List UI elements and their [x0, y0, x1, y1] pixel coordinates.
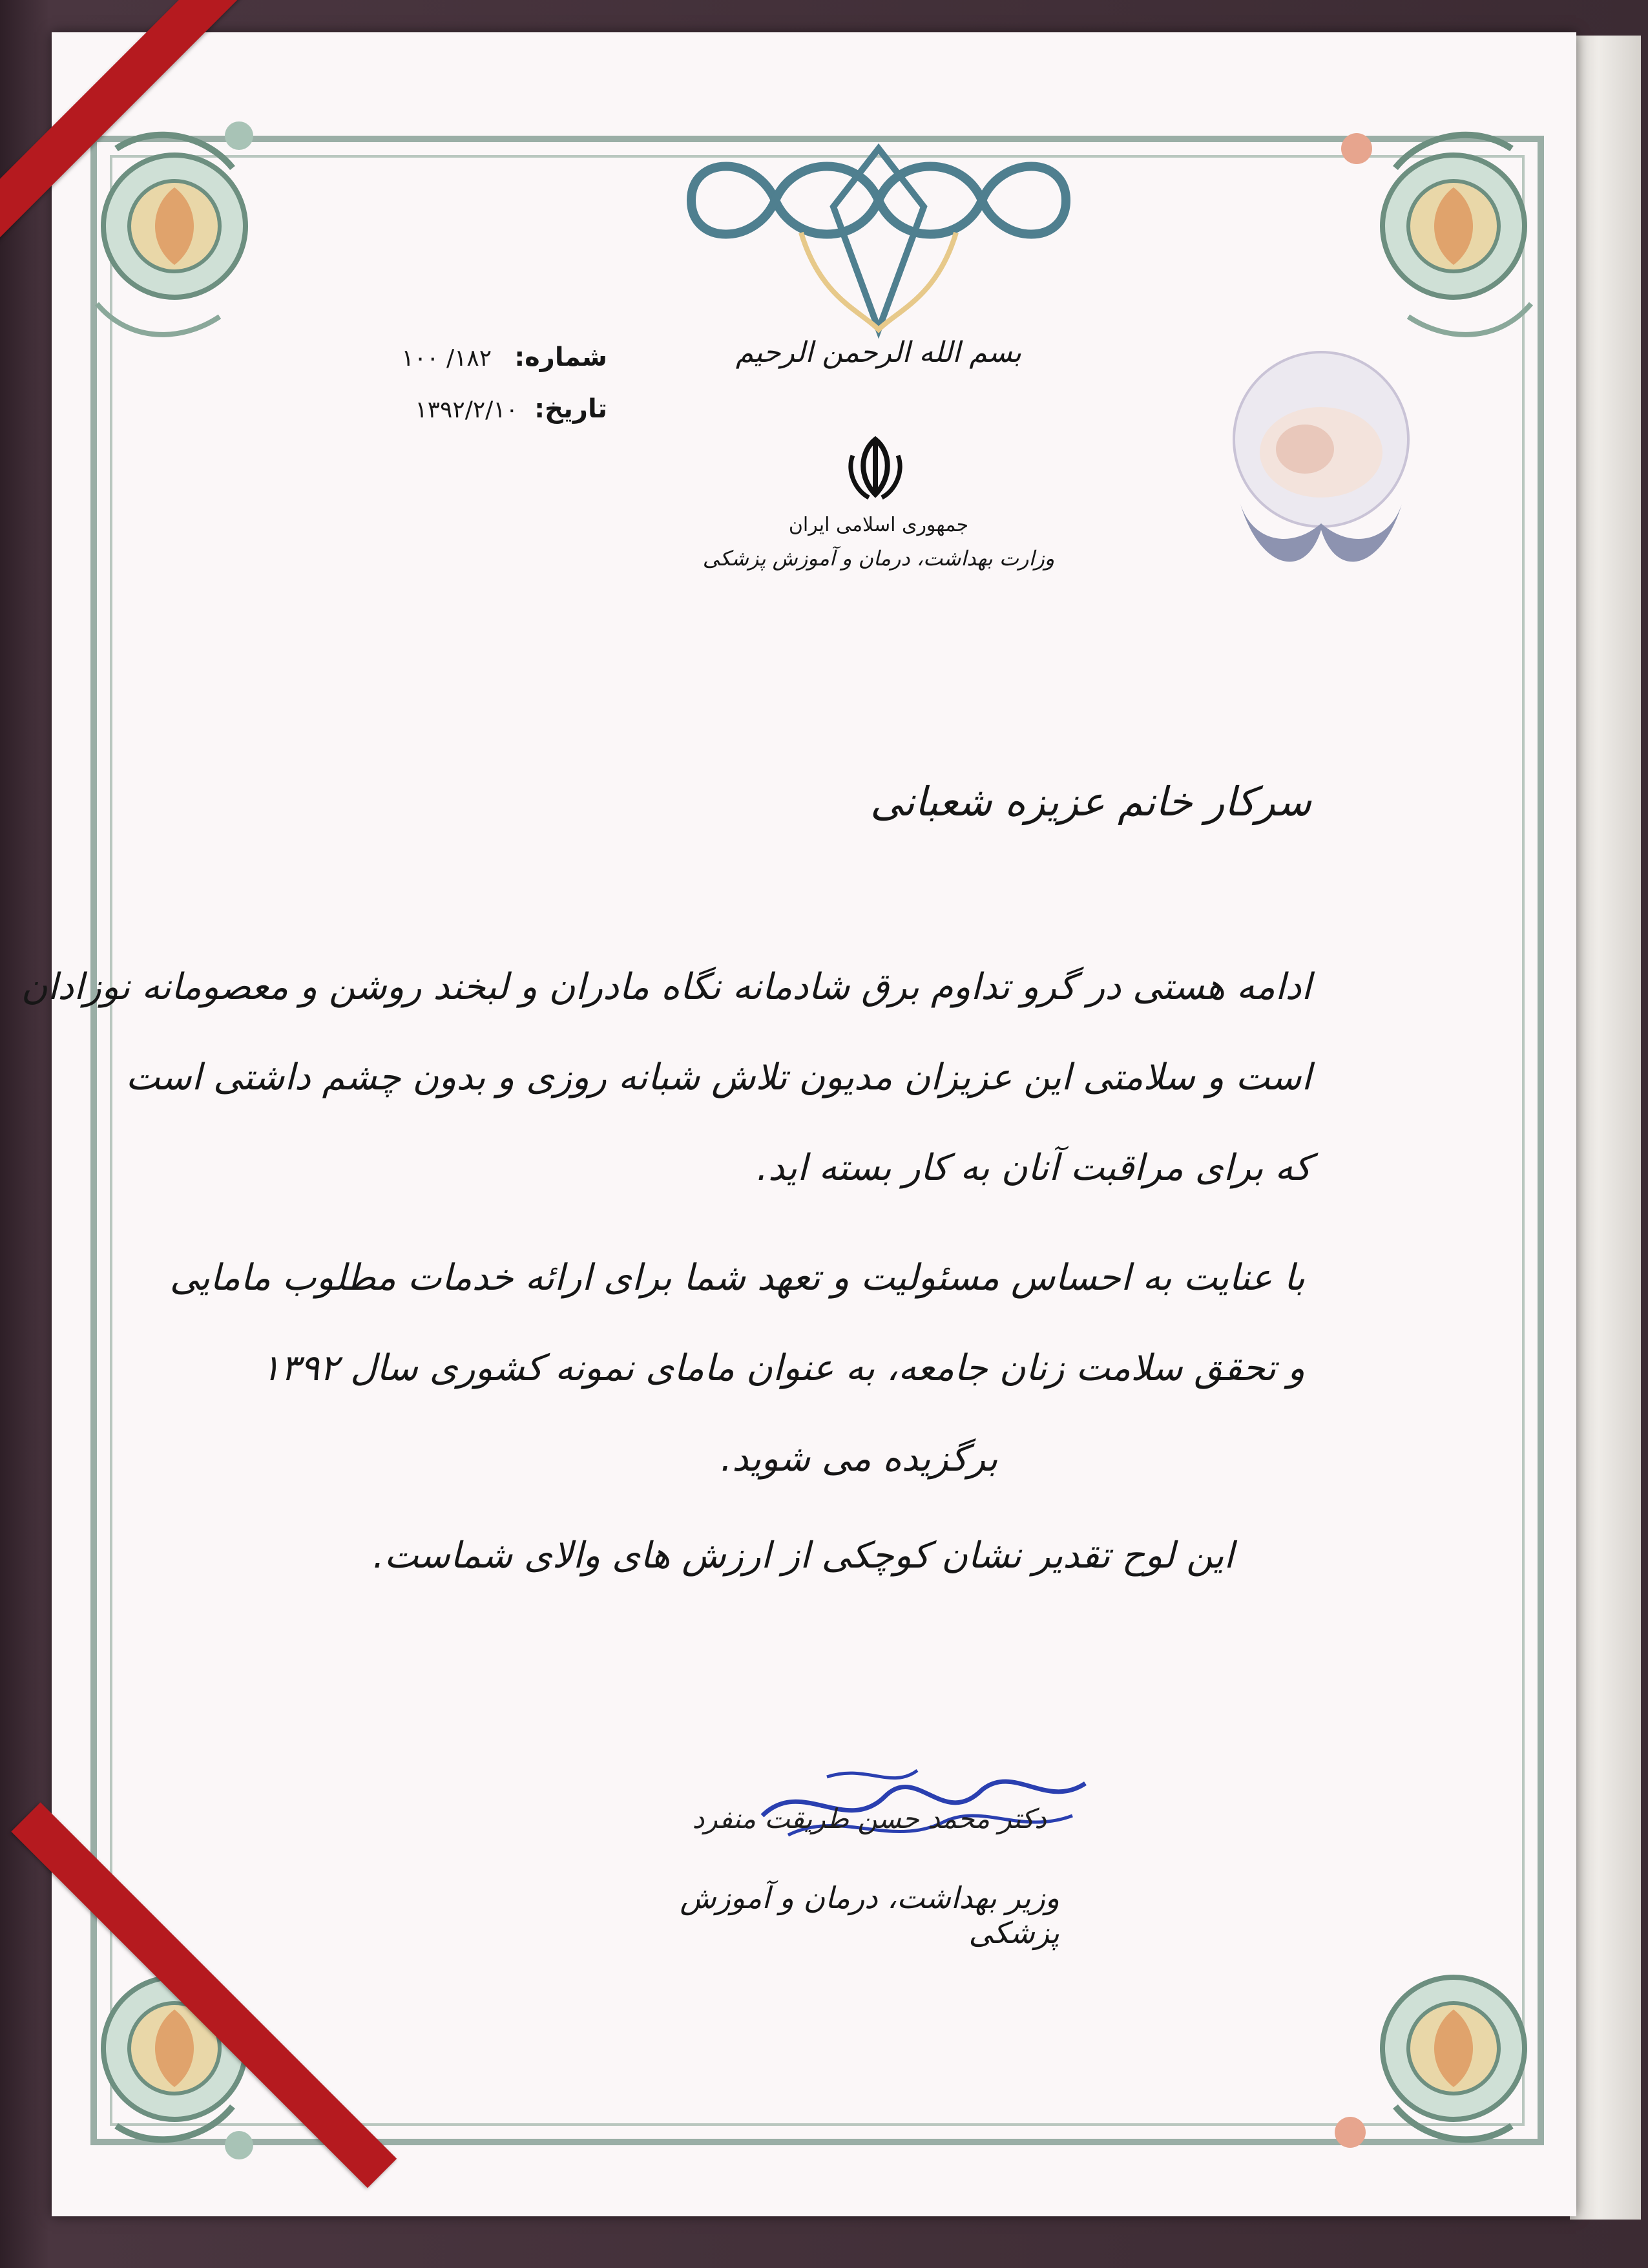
- folder-pad: [1570, 36, 1641, 2220]
- paragraph2-line1: با عنایت به احساس مسئولیت و تعهد شما برای ارائه خدمات مطلوب مامایی: [169, 1257, 1305, 1299]
- closing-line: این لوح تقدیر نشان کوچکی از ارزش های والای شماست.: [373, 1535, 1234, 1577]
- reference-number: [336, 342, 607, 372]
- header-ornament: [652, 129, 1105, 362]
- bismillah: بسم الله الرحمن الرحیم: [735, 336, 1022, 369]
- salutation: سرکار خانم عزیزه شعبانی: [870, 778, 1311, 825]
- paragraph1-line3: که برای مراقبت آنان به کار بسته اید.: [756, 1147, 1311, 1189]
- corner-ornament-bottom-right: [1279, 1906, 1550, 2178]
- date-label: تاریخ:: [534, 394, 607, 424]
- paragraph2-line3: برگزیده می شوید.: [720, 1438, 998, 1480]
- corner-ornament-top-right: [1279, 97, 1550, 368]
- certificate-paper: [21, 32, 1576, 2216]
- signatory-title: وزیر بهداشت، درمان و آموزش پزشکی: [680, 1880, 1059, 1950]
- country-name: جمهوری اسلامی ایران: [788, 514, 969, 536]
- signatory-name: دکتر محمد حسن طریقت منفرد: [692, 1803, 1047, 1834]
- iran-emblem-icon: [840, 433, 911, 504]
- corner-ornament-bottom-left: [78, 1906, 349, 2178]
- reference-date: [336, 394, 607, 424]
- corner-ornament-top-left: [78, 97, 349, 368]
- mother-baby-logo: [1215, 336, 1428, 594]
- date-value: ۱۳۹۲/۲/۱۰: [415, 397, 518, 423]
- paragraph1-line2: است و سلامتی این عزیزان مدیون تلاش شبانه روزی و بدون چشم داشتی است: [125, 1056, 1311, 1098]
- number-label: شماره:: [514, 342, 607, 372]
- ministry-name: وزارت بهداشت، درمان و آموزش پزشکی: [702, 546, 1055, 571]
- paragraph1-line1: ادامه هستی در گرو تداوم برق شادمانه نگاه مادران و لبخند روشن و معصومانه نوزادان: [21, 966, 1311, 1008]
- number-value: ۱۸۲/ ۱۰۰: [401, 345, 492, 372]
- paragraph2-line2: و تحقق سلامت زنان جامعه، به عنوان مامای نمونه کشوری سال ۱۳۹۲: [261, 1347, 1305, 1389]
